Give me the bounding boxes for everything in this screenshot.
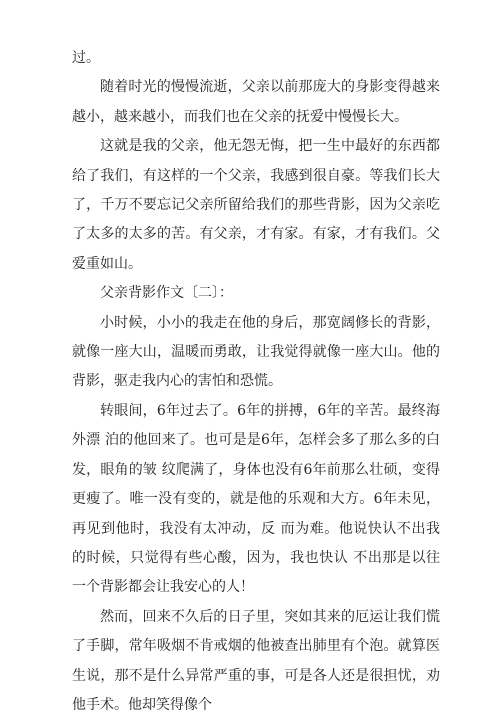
- paragraph-time-passing: 随着时光的慢慢流逝，父亲以前那庞大的身影变得越来越小，越来越小，而我们也在父亲的抚爱中慢慢长大。: [72, 79, 440, 125]
- paragraph-illness: 然而，回来不久后的日子里，突如其来的厄运让我们慌了手脚，常年吸烟不肯戒烟的他被查出肺里有个泡。就算医生说，那不是什么异常严重的事，可是各人还是很担忧，劝他手术。他却笑得像个: [72, 608, 440, 713]
- paragraph-continuation: 过。: [72, 50, 100, 66]
- paragraph-six-years: 转眼间，6年过去了。6年的拼搏，6年的辛苦。最终海外漂 泊的他回来了。也可是是6年，怎样会多了那么多的白发，眼角的皱 纹爬满了，身体也没有6年前那么壮硕，变得更瘦了。唯一没有变的，就是他的乐观和大方。6年未见，再见到他时，我没有太冲动，反 而为难。他说快认不出我的时候，只觉得有些心酸，因为，我也快认 不出那是以往一个背影都会让我安心的人！: [72, 402, 440, 596]
- paragraph-childhood: 小时候，小小的我走在他的身后，那宽阔修长的背影，就像一座大山，温暖而勇敢，让我觉得就像一座大山。他的背影，驱走我内心的害怕和恐慌。: [72, 314, 440, 390]
- essay-subtitle: 父亲背影作文〔二〕：: [100, 285, 233, 302]
- paragraph-father-summary: 这就是我的父亲，他无怨无悔，把一生中最好的东西都给了我们，有这样的一个父亲，我感到很自豪。等我们长大了，千万不要忘记父亲所留给我们的那些背影，因为父亲吃了太多的太多的苦。有父亲，才有家。有家，才有我们。父爱重如山。: [72, 138, 440, 272]
